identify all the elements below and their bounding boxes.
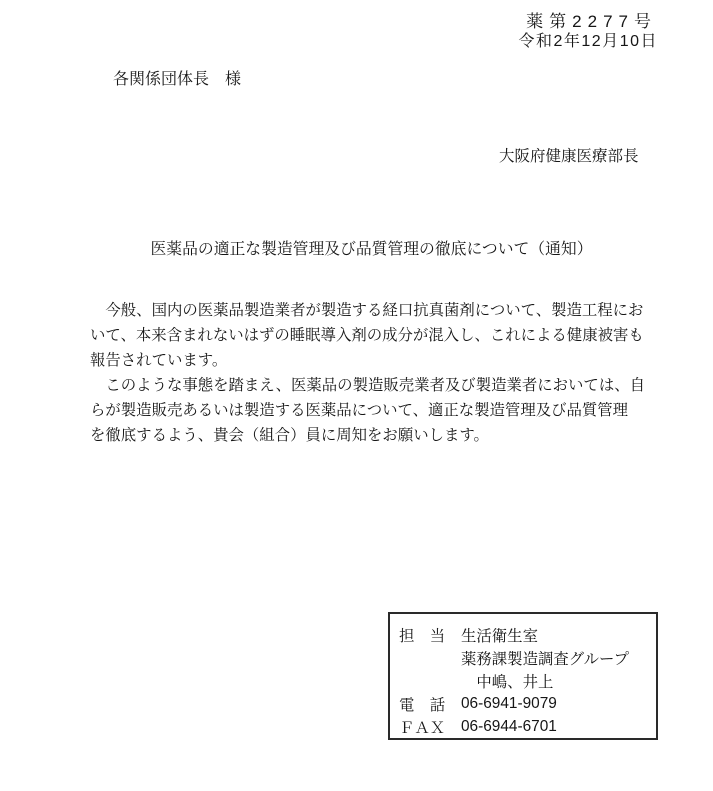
contact-label: 電 話 [399, 697, 446, 715]
body-line: 今般、国内の医薬品製造業者が製造する経口抗真菌剤について、製造工程にお [90, 302, 644, 319]
document-date: 令和2年12月10日 [518, 33, 658, 50]
contact-value: 薬務課製造調査グループ [461, 650, 630, 668]
body-line: いて、本来含まれないはずの睡眠導入剤の成分が混入し、これによる健康被害も [90, 327, 644, 344]
contact-row [399, 623, 656, 646]
body-line: このような事態を踏まえ、医薬品の製造販売業者及び製造業者においては、自 [90, 377, 645, 394]
contact-info-box [388, 612, 658, 740]
contact-label: 担 当 [399, 627, 446, 645]
contact-value: 中嶋、井上 [461, 673, 554, 691]
contact-value: 生活衛生室 [461, 627, 538, 645]
contact-row [399, 716, 656, 739]
document-title: 医薬品の適正な製造管理及び品質管理の徹底について（通知） [150, 241, 593, 258]
body-text [90, 298, 660, 448]
contact-row [399, 669, 656, 692]
sender-line: 大阪府健康医療部長 [499, 148, 639, 165]
body-line: 報告されています。 [90, 352, 228, 369]
contact-value: 06-6944-6701 [461, 718, 557, 736]
contact-row [399, 693, 656, 716]
body-line: らが製造販売あるいは製造する医薬品について、適正な製造管理及び品質管理 [90, 402, 629, 419]
reference-number: 薬第2277号 [526, 12, 657, 31]
addressee-line: 各関係団体長 様 [113, 71, 242, 88]
contact-value: 06-6941-9079 [461, 695, 557, 713]
contact-row [399, 646, 656, 669]
body-line: を徹底するよう、貴会（組合）員に周知をお願いします。 [90, 427, 489, 444]
contact-label: ＦＡＸ [399, 720, 446, 738]
